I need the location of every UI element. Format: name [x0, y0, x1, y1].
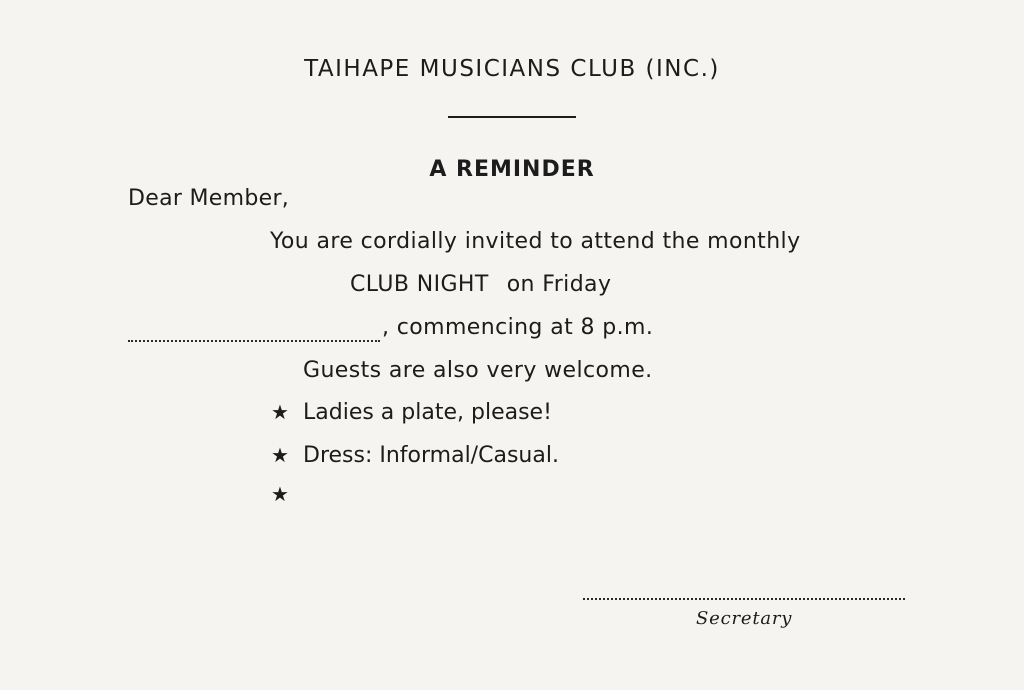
signature-blank-field [583, 598, 905, 600]
note-text: Dress: Informal/Casual. [303, 443, 559, 468]
note-item [271, 443, 559, 468]
guests-line: Guests are also very welcome. [303, 358, 653, 383]
salutation: Dear Member, [128, 186, 290, 211]
star-icon: ★ [271, 482, 289, 506]
note-text: Ladies a plate, please! [303, 400, 552, 425]
title-divider [448, 116, 576, 118]
event-name: CLUB NIGHT [350, 272, 489, 297]
invitation-line: You are cordially invited to attend the monthly [270, 229, 801, 254]
note-item [271, 400, 552, 425]
organization-title: TAIHAPE MUSICIANS CLUB (INC.) [304, 56, 720, 82]
signature-label: Secretary [696, 608, 793, 629]
note-item [271, 482, 303, 507]
date-blank-field [128, 315, 380, 342]
star-icon: ★ [271, 400, 289, 424]
event-line [350, 272, 611, 297]
reminder-heading: A REMINDER [429, 157, 595, 182]
start-time-text: , commencing at 8 p.m. [382, 315, 654, 340]
star-icon: ★ [271, 443, 289, 467]
date-time-line [128, 315, 653, 342]
event-day: on Friday [506, 272, 612, 297]
